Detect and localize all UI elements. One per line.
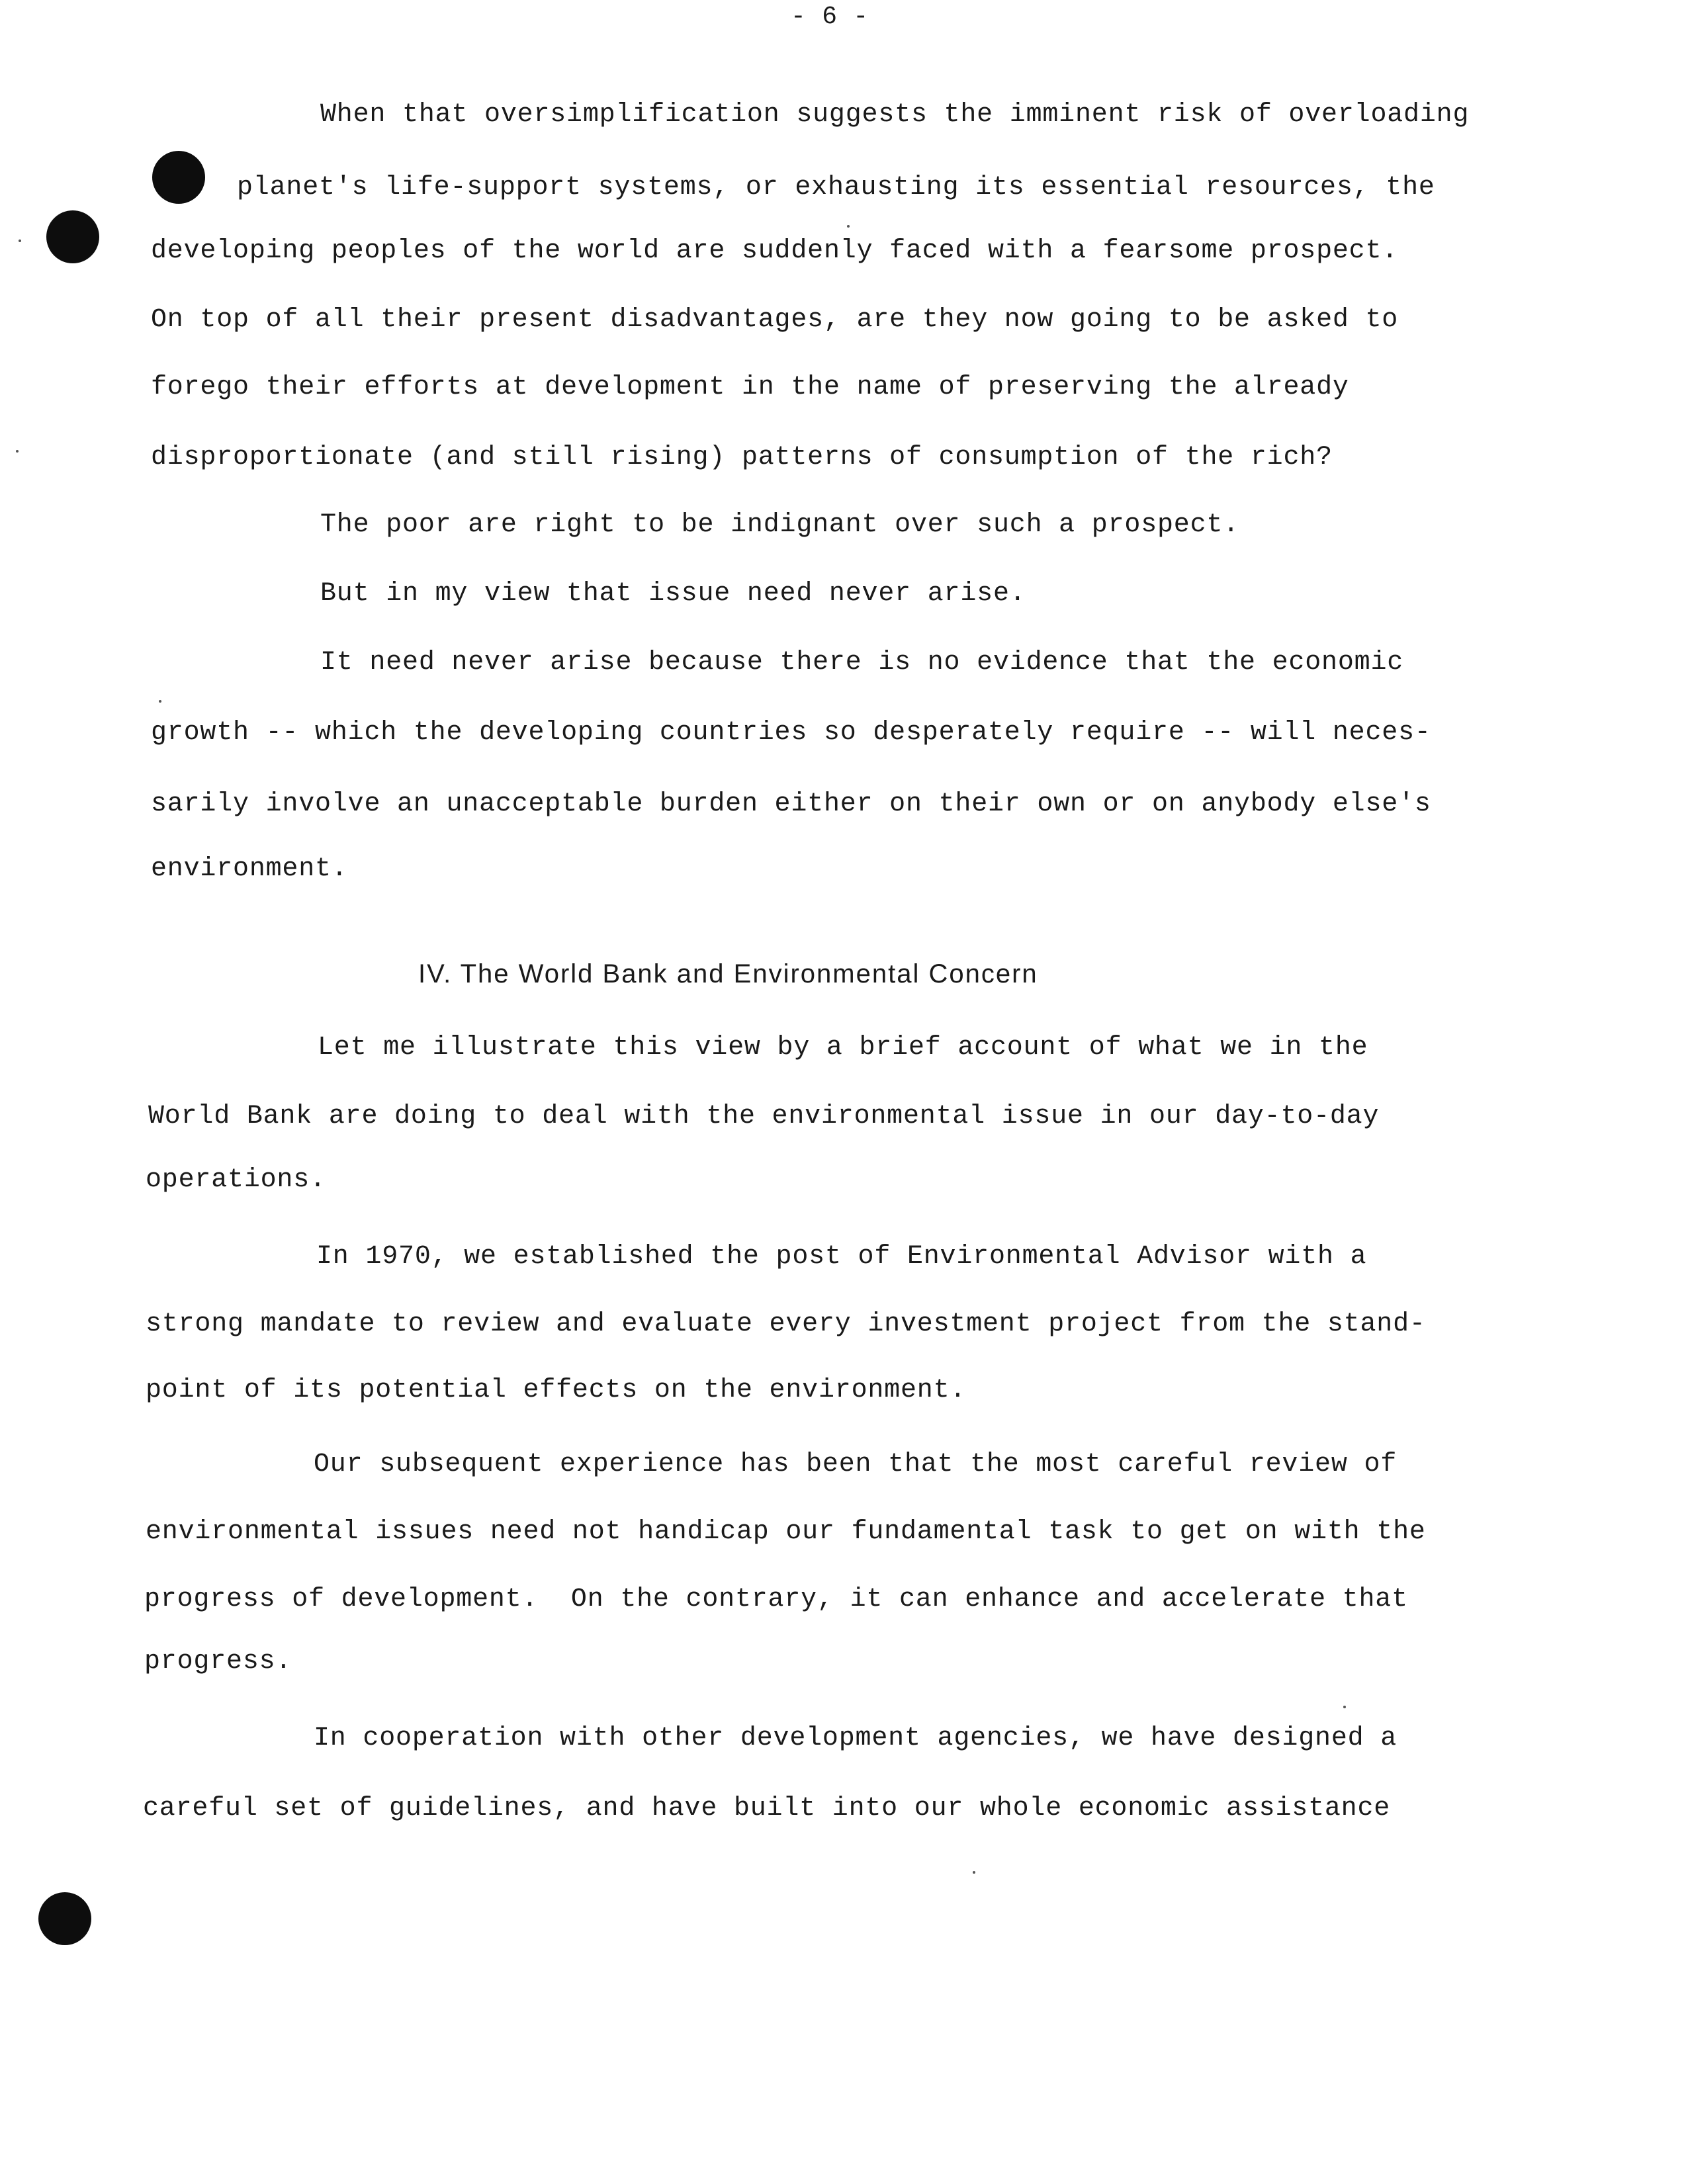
text-line: strong mandate to review and evaluate every investment project from the stand- xyxy=(146,1309,1426,1339)
text-line: On top of all their present disadvantages, are they now going to be asked to xyxy=(151,305,1399,335)
text-line: When that oversimplification suggests the imminent risk of overloading xyxy=(320,100,1470,130)
text-line: planet's life-support systems, or exhausting its essential resources, the xyxy=(237,173,1435,202)
scan-speck xyxy=(1343,1706,1346,1708)
text-line: progress of development. On the contrary, it can enhance and accelerate that xyxy=(144,1585,1408,1614)
punch-hole-top xyxy=(152,151,205,204)
text-line: It need never arise because there is no evidence that the economic xyxy=(320,648,1404,677)
text-line: point of its potential effects on the environment. xyxy=(146,1376,967,1405)
text-line: operations. xyxy=(146,1165,326,1195)
scan-speck xyxy=(16,450,19,453)
text-line: growth -- which the developing countries so desperately require -- will neces- xyxy=(151,718,1431,748)
text-line: progress. xyxy=(144,1647,292,1677)
text-line: World Bank are doing to deal with the environmental issue in our day-to-day xyxy=(148,1102,1380,1131)
text-line: developing peoples of the world are suddenly faced with a fearsome prospect. xyxy=(151,236,1399,266)
text-line: forego their efforts at development in the name of preserving the already xyxy=(151,372,1349,402)
text-line: Our subsequent experience has been that the most careful review of xyxy=(314,1450,1398,1479)
text-line: But in my view that issue need never arise. xyxy=(320,579,1026,609)
text-line: disproportionate (and still rising) patterns of consumption of the rich? xyxy=(151,443,1333,472)
text-line: The poor are right to be indignant over such a prospect. xyxy=(320,510,1240,540)
text-line: Let me illustrate this view by a brief account of what we in the xyxy=(318,1033,1368,1063)
punch-hole-bottom xyxy=(38,1892,91,1945)
scan-speck xyxy=(159,700,161,703)
text-line: In 1970, we established the post of Environmental Advisor with a xyxy=(316,1242,1367,1272)
scan-speck xyxy=(19,240,21,242)
text-line: sarily involve an unacceptable burden either on their own or on anybody else's xyxy=(151,789,1431,819)
text-line: environment. xyxy=(151,854,348,884)
scan-speck xyxy=(973,1871,975,1874)
text-line: In cooperation with other development agencies, we have designed a xyxy=(314,1724,1398,1753)
scan-speck xyxy=(847,225,850,228)
text-line: environmental issues need not handicap our fundamental task to get on with the xyxy=(146,1517,1426,1547)
page-number: - 6 - xyxy=(791,3,869,31)
text-line: careful set of guidelines, and have built into our whole economic assistance xyxy=(143,1794,1391,1823)
punch-hole-upper-left xyxy=(46,210,99,263)
section-heading: IV. The World Bank and Environmental Concern xyxy=(418,959,1038,988)
